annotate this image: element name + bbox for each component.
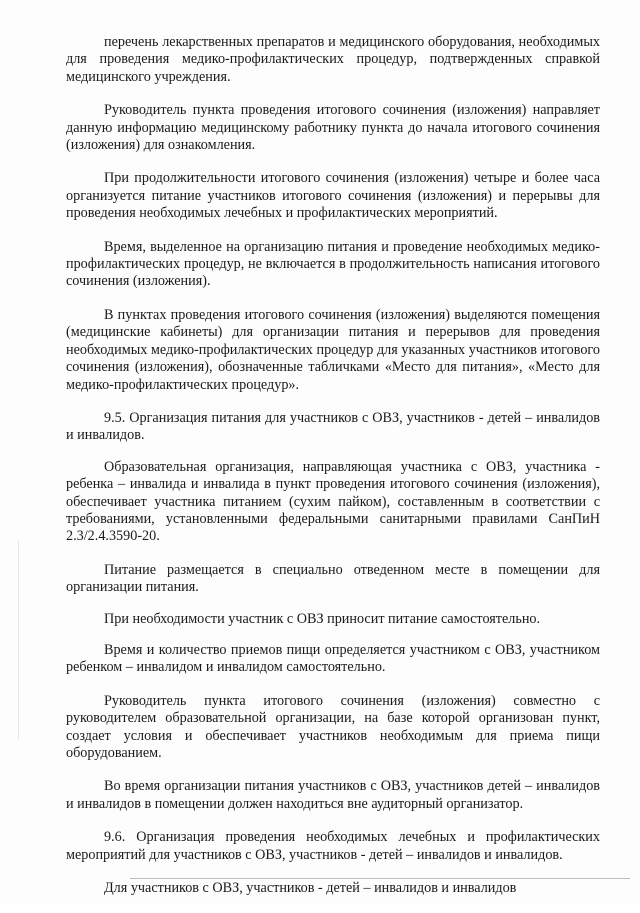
paragraph-meal-times: Время и количество приемов пищи определяется участником с ОВЗ, участником ребенком – инвалидом и инвалидом самостоятельно.: [66, 641, 600, 676]
paragraph-duration-meals: При продолжительности итогового сочинения (изложения) четыре и более часа организуется питание участников итогового сочинения (изложения) и перерывы для проведения необходимых лечебных и профилактических мероприятий.: [66, 170, 600, 222]
paragraph-food-placement: Питание размещается в специально отведенном месте в помещении для организации питания.: [66, 561, 600, 596]
scan-edge-mark: [18, 540, 19, 740]
paragraph-brings-own-food: При необходимости участник с ОВЗ приносит питание самостоятельно.: [104, 610, 541, 627]
section-heading-9-6: 9.6. Организация проведения необходимых лечебных и профилактических мероприятий для участников с ОВЗ, участников - детей – инвалидов и инвалидов.: [66, 829, 600, 863]
paragraph-medicine-list: перечень лекарственных препаратов и медицинского оборудования, необходимых для проведения медико-профилактических процедур, подтвержденных справкой медицинского учреждения.: [66, 34, 600, 85]
document-body: [66, 34, 600, 913]
paragraph-head-creates-conditions: Руководитель пункта итогового сочинения (изложения) совместно с руководителем образовательной организации, на базе которой организован пункт, создает условия и обеспечивает участников необходимым для приема пищи оборудованием.: [66, 692, 600, 761]
paragraph-organizer-present: Во время организации питания участников с ОВЗ, участников детей – инвалидов и инвалидов в помещении должен находиться вне аудиторный организатор.: [66, 778, 600, 812]
paragraph-continuation: Для участников с ОВЗ, участников - детей – инвалидов и инвалидов: [104, 880, 517, 897]
paragraph-time-not-included: Время, выделенное на организацию питания и проведение необходимых медико-профилактических процедур, не включается в продолжительность написания итогового сочинения (изложения).: [66, 238, 600, 290]
paragraph-org-provides-food: Образовательная организация, направляющая участника с ОВЗ, участника - ребенка – инвалида и инвалида в пункт проведения итогового сочинения (изложения), обеспечивает участника питанием (сухим пайком), составленным в соответствии с требованиями, установленными федеральными санитарными правилами СанПиН 2.3/2.4.3590-20.: [66, 458, 600, 545]
paragraph-rooms-allocated: В пунктах проведения итогового сочинения (изложения) выделяются помещения (медицинские кабинеты) для организации питания и перерывов для проведения необходимых медико-профилактических процедур для указанных участников итогового сочинения (изложения), обозначенные табличками «Место для питания», «Место для медико-профилактических процедур».: [66, 306, 600, 393]
footer-line: [130, 878, 630, 879]
section-heading-9-5: 9.5. Организация питания для участников с ОВЗ, участников - детей – инвалидов и инвалидов.: [66, 409, 600, 444]
paragraph-head-sends-info: Руководитель пункта проведения итогового сочинения (изложения) направляет данную информацию медицинскому работнику пункта до начала итогового сочинения (изложения) для ознакомления.: [66, 102, 600, 154]
